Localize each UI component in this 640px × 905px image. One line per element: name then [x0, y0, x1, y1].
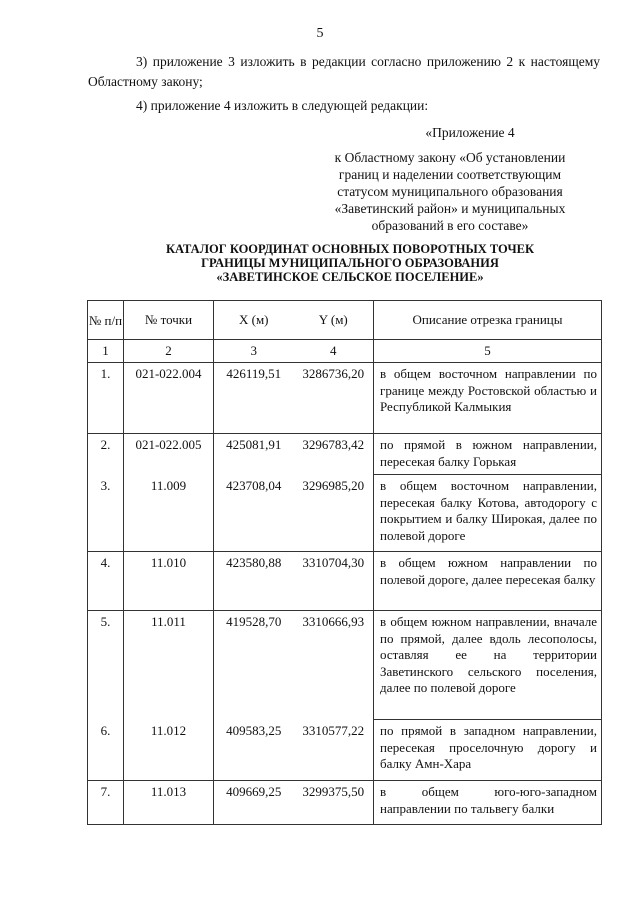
row-y: 3299375,50: [294, 781, 374, 825]
row-num: 2.: [88, 434, 124, 475]
row-num: 3.: [88, 475, 124, 552]
row-x: 423580,88: [214, 552, 294, 611]
row-y: 3310577,22: [294, 720, 374, 781]
row-point: 11.009: [124, 475, 214, 552]
index-cell: 4: [294, 340, 374, 363]
row-desc: по прямой в южном направлении, пересекая балку Горькая: [374, 434, 602, 475]
row-x: 419528,70: [214, 611, 294, 720]
table-row: [88, 720, 602, 781]
row-y: 3286736,20: [294, 363, 374, 434]
table-row: [88, 475, 602, 552]
row-y: 3310704,30: [294, 552, 374, 611]
row-desc: в общем южном направлении, вначале по прямой, далее вдоль лесополосы, оставляя ее на территории Заветинского сельского поселения, далее по полевой дороге: [374, 611, 602, 720]
row-x: 409583,25: [214, 720, 294, 781]
catalog-title: [90, 242, 610, 284]
row-point: 021-022.004: [124, 363, 214, 434]
row-x: 409669,25: [214, 781, 294, 825]
index-cell: 3: [214, 340, 294, 363]
row-desc: по прямой в западном направлении, пересекая проселочную дорогу и балку Амн-Хара: [374, 720, 602, 781]
row-point: 021-022.005: [124, 434, 214, 475]
row-desc: в общем восточном направлении по границе между Ростовской областью и Республикой Калмыкия: [374, 363, 602, 434]
table-row: [88, 552, 602, 611]
row-y: 3296783,42: [294, 434, 374, 475]
appendix-line: к Областному закону «Об установлении: [334, 150, 566, 165]
catalog-title-line: ГРАНИЦЫ МУНИЦИПАЛЬНОГО ОБРАЗОВАНИЯ: [201, 256, 499, 270]
item-3-paragraph: 3) приложение 3 изложить в редакции согласно приложению 2 к настоящему Областному закону;: [88, 54, 600, 89]
header-y: Y (м): [294, 301, 374, 340]
row-num: 4.: [88, 552, 124, 611]
catalog-title-line: «ЗАВЕТИНСКОЕ СЕЛЬСКОЕ ПОСЕЛЕНИЕ»: [216, 270, 484, 284]
index-cell: 5: [374, 340, 602, 363]
table-row: [88, 611, 602, 720]
row-point: 11.013: [124, 781, 214, 825]
row-num: 1.: [88, 363, 124, 434]
header-num: № п/п: [88, 301, 124, 340]
appendix-line: границ и наделении соответствующим: [338, 167, 562, 182]
row-y: 3296985,20: [294, 475, 374, 552]
table-header-row: [88, 301, 602, 340]
header-desc: Описание отрезка границы: [374, 301, 602, 340]
page-number: 5: [316, 26, 324, 41]
index-cell: 1: [88, 340, 124, 363]
table-row: [88, 781, 602, 825]
appendix-line: статусом муниципального образования: [337, 184, 563, 199]
row-x: 425081,91: [214, 434, 294, 475]
coordinates-table: [87, 300, 602, 825]
header-x: X (м): [214, 301, 294, 340]
appendix-line: образований в его составе»: [371, 218, 529, 233]
row-num: 6.: [88, 720, 124, 781]
row-y: 3310666,93: [294, 611, 374, 720]
table-index-row: [88, 340, 602, 363]
table-row: [88, 363, 602, 434]
appendix-heading: [300, 124, 600, 234]
row-num: 7.: [88, 781, 124, 825]
table-row: [88, 434, 602, 475]
appendix-line: «Заветинский район» и муниципальных: [334, 201, 566, 216]
header-point: № точки: [124, 301, 214, 340]
row-point: 11.010: [124, 552, 214, 611]
row-point: 11.011: [124, 611, 214, 720]
row-desc: в общем восточном направлении, пересекая балку Котова, автодорогу с покрытием и балку Широкая, далее по полевой дороге: [374, 475, 602, 552]
index-cell: 2: [124, 340, 214, 363]
appendix-line: «Приложение 4: [425, 125, 515, 140]
row-desc: в общем южном направлении по полевой дороге, далее пересекая балку: [374, 552, 602, 611]
row-x: 423708,04: [214, 475, 294, 552]
row-num: 5.: [88, 611, 124, 720]
row-desc: в общем юго-юго-западном направлении по тальвегу балки: [374, 781, 602, 825]
row-x: 426119,51: [214, 363, 294, 434]
row-point: 11.012: [124, 720, 214, 781]
item-4-paragraph: 4) приложение 4 изложить в следующей редакции:: [136, 98, 429, 113]
catalog-title-line: КАТАЛОГ КООРДИНАТ ОСНОВНЫХ ПОВОРОТНЫХ ТОЧЕК: [165, 242, 535, 256]
